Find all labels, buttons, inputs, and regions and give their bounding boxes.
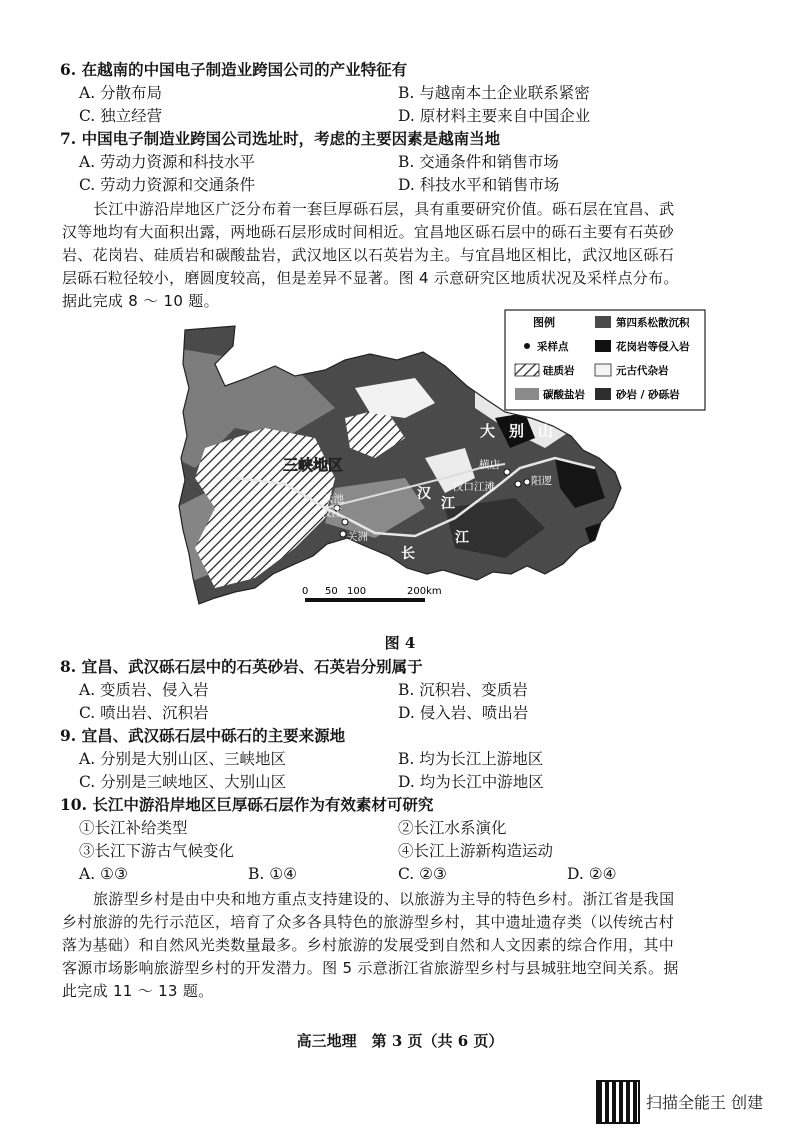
q10-item-3: ③长江下游古气候变化 (79, 842, 235, 860)
label-han-river-2: 江 (441, 496, 455, 512)
sample-point-hengdian (504, 469, 510, 475)
passage-gravel-line: 层砾石粒径较小，磨圆度较高，但是差异不显著。图 4 示意研究区地质状况及采样点分布。 (62, 269, 679, 287)
q10-item-4: ④长江上游新构造运动 (398, 842, 554, 860)
legend-sample-dot (524, 343, 530, 349)
legend-label-sample: 采样点 (537, 341, 569, 353)
q9-option-b: B. 均为长江上游地区 (398, 750, 544, 768)
label-han-river-1: 汉 (417, 486, 431, 502)
figure-4-geologic-map (175, 308, 690, 608)
qr-code-icon (598, 1082, 638, 1122)
legend-swatch-sandstone (595, 388, 611, 400)
q7-option-b: B. 交通条件和销售市场 (398, 153, 559, 171)
legend-swatch-quaternary (595, 316, 611, 328)
sample-point-guanzhou (340, 531, 346, 537)
q6-option-b: B. 与越南本土企业联系紧密 (398, 84, 590, 102)
q6-stem: 6. 在越南的中国电子制造业跨国公司的产业特征有 (60, 60, 408, 79)
label-yangluo: 阳逻 (531, 475, 552, 487)
q10-item-1: ①长江补给类型 (79, 819, 188, 837)
q10-option-d: D. ②④ (567, 865, 617, 883)
q6-option-d: D. 原材料主要来自中国企业 (398, 107, 591, 125)
passage-gravel-line: 汉等地均有大面积出露，两地砾石层形成时间相近。宜昌地区砾石层中的砾石主要有石英砂 (62, 223, 675, 241)
scanner-watermark: 扫描全能王 创建 (646, 1093, 764, 1112)
figure-4-caption: 图 4 (384, 634, 416, 652)
passage-gravel-line: 长江中游沿岸地区广泛分布着一套巨厚砾石层，具有重要研究价值。砾石层在宜昌、武 (93, 200, 675, 218)
q9-option-d: D. 均为长江中游地区 (398, 773, 544, 791)
q10-option-a: A. ①③ (79, 865, 128, 883)
sample-point-hankou (515, 481, 521, 487)
legend-label-proterozoic: 元古代杂岩 (616, 365, 669, 377)
q8-stem: 8. 宜昌、武汉砾石层中的石英砂岩、石英岩分别属于 (60, 657, 423, 676)
sample-point-yangluo (524, 479, 530, 485)
legend (505, 310, 705, 410)
q9-option-c: C. 分别是三峡地区、大别山区 (79, 773, 287, 791)
page-footer: 高三地理 第 3 页（共 6 页） (296, 1032, 504, 1050)
q7-stem: 7. 中国电子制造业跨国公司选址时，考虑的主要因素是越南当地 (60, 129, 501, 148)
passage-gravel-line: 岩、花岗岩、硅质岩和碳酸盐岩，武汉地区以石英岩为主。与宜昌地区相比，武汉地区砾石 (62, 246, 675, 264)
label-zhijiang: 枝江 (321, 507, 342, 519)
scale-tick-0: 0 (302, 586, 309, 597)
q6-option-c: C. 独立经营 (79, 107, 163, 125)
passage-tourism-line: 客源市场影响旅游型乡村的开发潜力。图 5 示意浙江省旅游型乡村与县城驻地空间关系。据 (62, 959, 679, 977)
q8-option-b: B. 沉积岩、变质岩 (398, 681, 528, 699)
legend-label-silicate: 硅质岩 (543, 365, 575, 377)
legend-label-quaternary: 第四系松散沉积 (616, 317, 690, 329)
passage-tourism-line: 旅游型乡村是由中央和地方重点支持建设的、以旅游为主导的特色乡村。浙江省是我国 (93, 890, 675, 908)
legend-label-sandstone: 砂岩 / 砂砾岩 (616, 389, 680, 401)
passage-tourism-line: 乡村旅游的先行示范区，培育了众多各具特色的旅游型乡村，其中遗址遗存类（以传统古村 (62, 913, 675, 931)
q9-stem: 9. 宜昌、武汉砾石层中砾石的主要来源地 (60, 726, 346, 745)
passage-gravel (62, 198, 738, 313)
passage-tourism-line: 落为基础）和自然风光类数量最多。乡村旅游的发展受到自然和人文因素的综合作用，其中 (62, 936, 675, 954)
legend-swatch-proterozoic (595, 364, 611, 376)
q10-item-2: ②长江水系演化 (398, 819, 507, 837)
scale-tick-50: 50 (325, 586, 338, 597)
legend-label-granite: 花岗岩等侵入岩 (616, 341, 690, 353)
q10-option-b: B. ①④ (248, 865, 298, 883)
q8-option-c: C. 喷出岩、沉积岩 (79, 704, 209, 722)
silicate-area (195, 428, 335, 588)
scale-tick-100: 100 (347, 586, 367, 597)
legend-swatch-granite (595, 340, 611, 352)
passage-tourism-line: 此完成 11 ～ 13 题。 (62, 982, 214, 1000)
q6-option-a: A. 分散布局 (79, 84, 163, 102)
q7-option-a: A. 劳动力资源和科技水平 (79, 153, 256, 171)
label-hankou: 汉口江滩 (453, 481, 495, 493)
q8-option-a: A. 变质岩、侵入岩 (79, 681, 209, 699)
label-guanzhou: 关洲 (347, 531, 368, 543)
q9-option-a: A. 分别是大别山区、三峡地区 (79, 750, 287, 768)
legend-title: 图例 (533, 316, 555, 329)
label-yangtze-2: 江 (455, 530, 469, 546)
q10-option-c: C. ②③ (398, 865, 447, 883)
scale-bar-line (305, 598, 425, 602)
q8-option-d: D. 侵入岩、喷出岩 (398, 704, 529, 722)
legend-swatch-carbonate (515, 388, 539, 400)
label-yunchi: 云池 (323, 493, 344, 505)
scale-tick-200: 200km (407, 586, 442, 597)
sample-point-zhijiang (342, 519, 348, 525)
q7-option-c: C. 劳动力资源和交通条件 (79, 176, 256, 194)
q7-option-d: D. 科技水平和销售市场 (398, 176, 560, 194)
scale-bar (302, 586, 442, 602)
label-hengdian: 横店 (479, 459, 500, 471)
label-sanxia: 三峡地区 (283, 456, 344, 474)
legend-swatch-silicate (515, 364, 539, 376)
q10-stem: 10. 长江中游沿岸地区巨厚砾石层作为有效素材可研究 (60, 795, 434, 814)
passage-gravel-line: 据此完成 8 ～ 10 题。 (62, 292, 219, 310)
legend-label-carbonate: 碳酸盐岩 (543, 389, 585, 401)
passage-tourism (62, 888, 738, 1003)
label-dabie: 大别山 (480, 422, 568, 440)
label-yangtze-1: 长 (401, 546, 415, 562)
